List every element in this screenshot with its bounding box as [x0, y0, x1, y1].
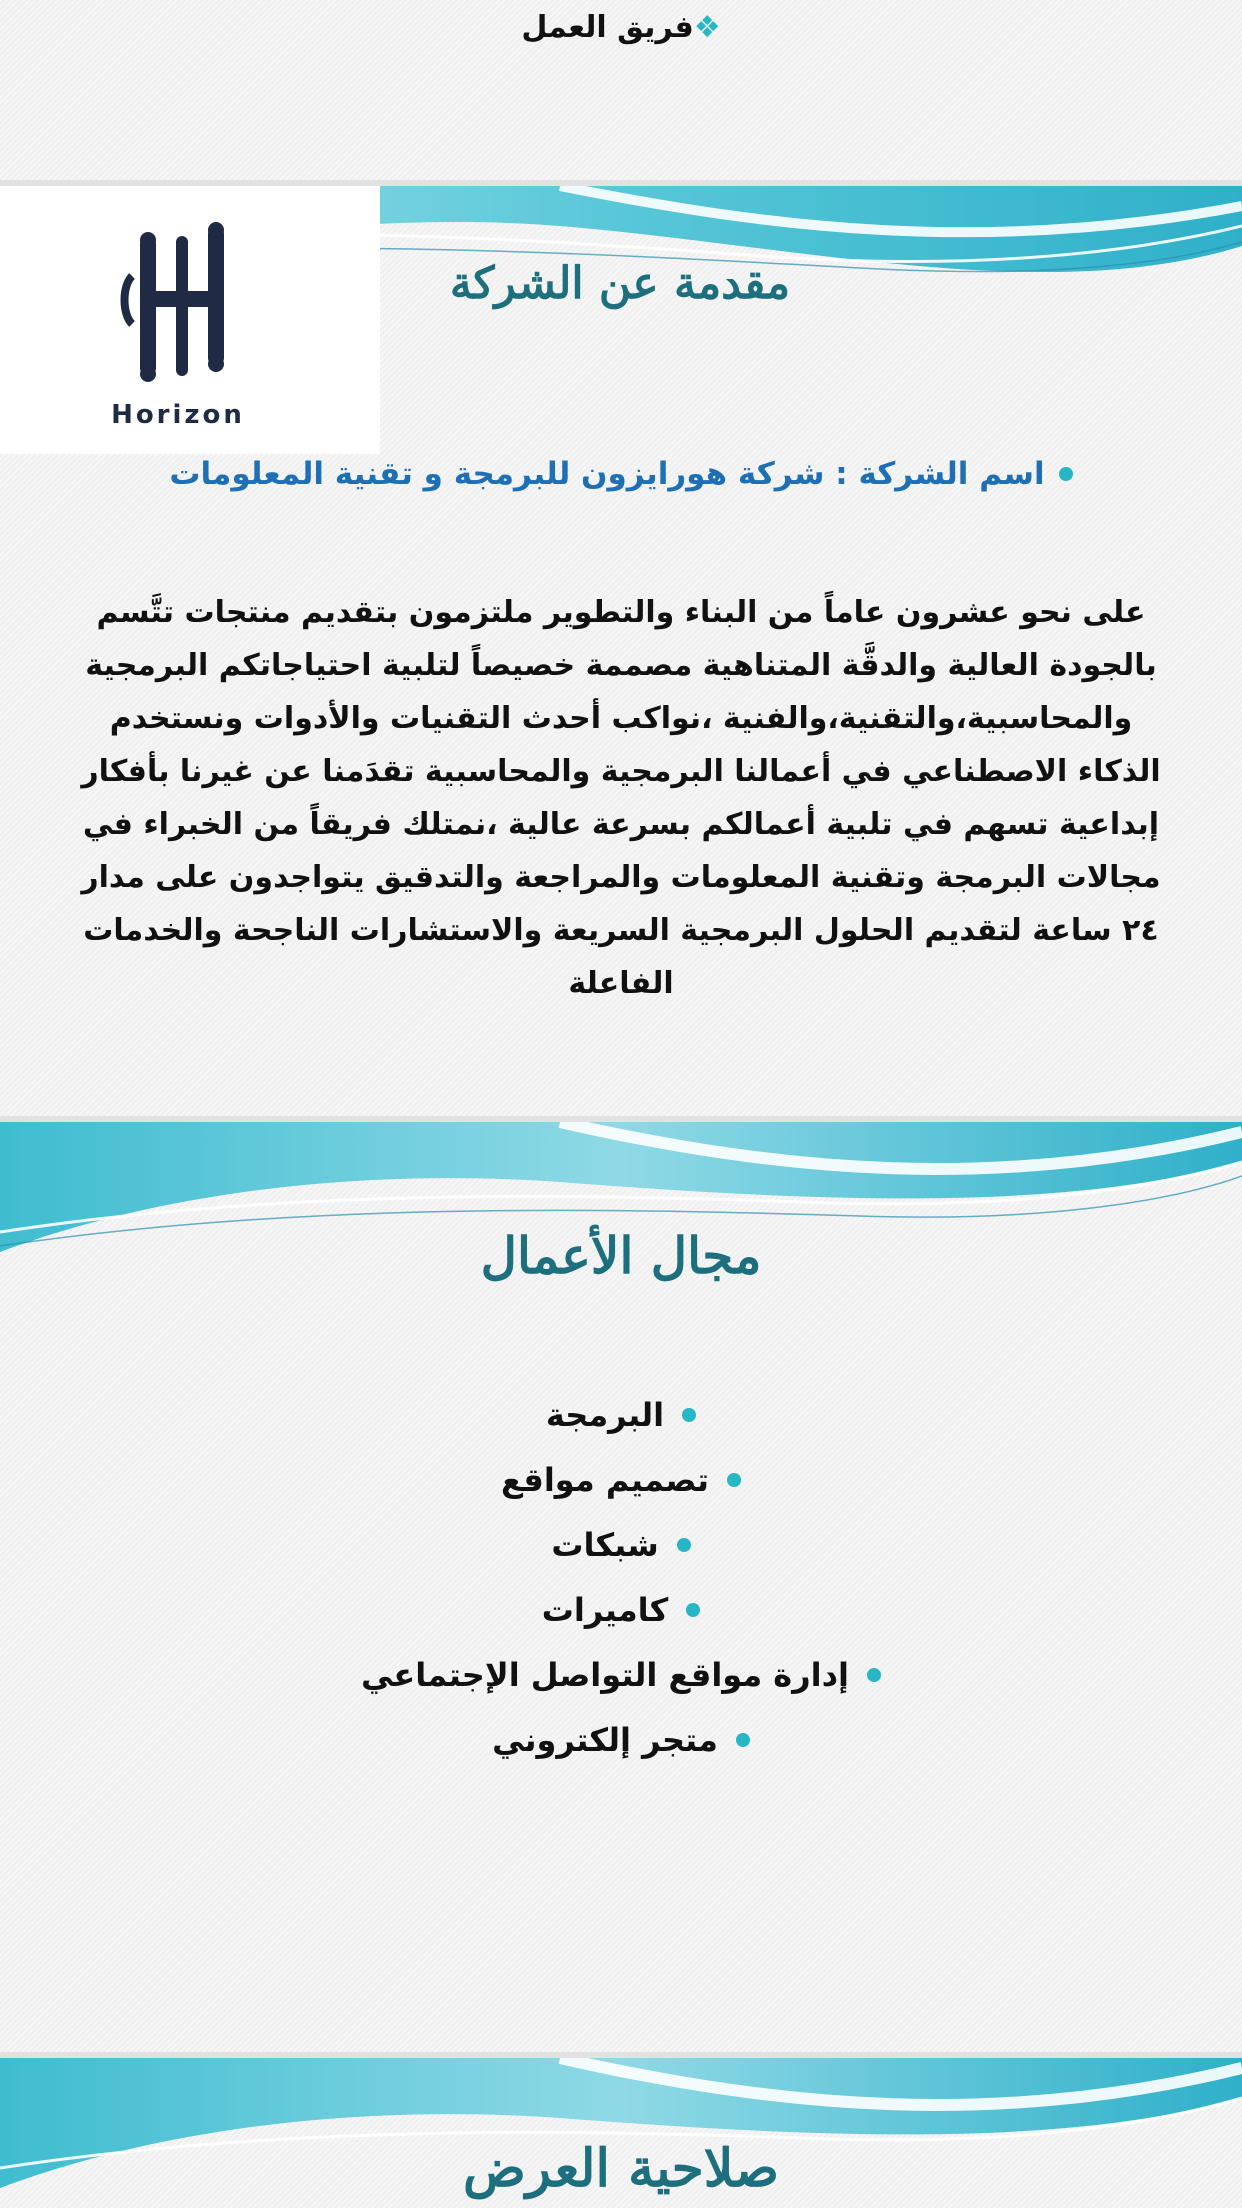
- team-item: [0, 10, 1242, 45]
- company-paragraph: [60, 586, 1182, 1010]
- list-item-label: كاميرات: [541, 1591, 669, 1629]
- list-item-label: متجر إلكتروني: [492, 1721, 718, 1759]
- slide-company-intro: [0, 186, 1242, 1116]
- list-item: [0, 1392, 1242, 1434]
- list-item: [0, 1457, 1242, 1499]
- paragraph-line: والمحاسبية،والتقنية،والفنية ،نواكب أحدث التقنيات والأدوات ونستخدم: [109, 701, 1133, 736]
- list-item-label: تصميم مواقع: [501, 1461, 709, 1499]
- slide-title: مجال الأعمال: [480, 1226, 762, 1285]
- paragraph-line: بالجودة العالية والدقَّة المتناهية مصممة خصيصاً لتلبية احتياجاتكم البرمجية: [85, 648, 1157, 683]
- slide-offer-validity: [0, 2058, 1242, 2208]
- paragraph-line: ٢٤ ساعة لتقديم الحلول البرمجية السريعة والاستشارات الناجحة والخدمات: [83, 913, 1159, 948]
- diamond-bullet-icon: ❖: [693, 10, 721, 45]
- list-item: [0, 1652, 1242, 1694]
- company-logo: [0, 186, 380, 454]
- bullet-dot-icon: [736, 1733, 750, 1747]
- list-item: [0, 1587, 1242, 1629]
- slide-business-scope: [0, 1122, 1242, 2052]
- slide-fragment-top: [0, 0, 1242, 180]
- slide-title: صلاحية العرض: [463, 2138, 779, 2199]
- list-item-label: شبكات: [551, 1526, 659, 1564]
- team-label: فريق العمل: [521, 10, 694, 45]
- list-item: [0, 1717, 1242, 1759]
- cut-text-line: [520, 0, 750, 6]
- paragraph-line: على نحو عشرون عاماً من البناء والتطوير ملتزمون بتقديم منتجات تتَّسم: [96, 595, 1146, 630]
- company-name-item: [0, 456, 1242, 492]
- list-item-label: إدارة مواقع التواصل الإجتماعي: [361, 1656, 849, 1694]
- bullet-dot-icon: [867, 1668, 881, 1682]
- list-item-label: البرمجة: [545, 1396, 665, 1434]
- bullet-dot-icon: [686, 1603, 700, 1617]
- company-name: اسم الشركة : شركة هورايزون للبرمجة و تقنية المعلومات: [169, 456, 1045, 492]
- paragraph-line: الفاعلة: [568, 966, 674, 1001]
- paragraph-line: مجالات البرمجة وتقنية المعلومات والمراجعة والتدقيق يتواجدون على مدار: [81, 860, 1161, 895]
- bullet-dot-icon: [727, 1473, 741, 1487]
- paragraph-line: إبداعية تسهم في تلبية أعمالكم بسرعة عالية ،نمتلك فريقاً من الخبراء في: [82, 807, 1160, 842]
- slide-title: مقدمة عن الشركة: [449, 258, 791, 309]
- bullet-dot-icon: [677, 1538, 691, 1552]
- logo-text: Horizon: [111, 400, 245, 430]
- list-item: [0, 1522, 1242, 1564]
- bullet-dot-icon: [682, 1408, 696, 1422]
- paragraph-line: الذكاء الاصطناعي في أعمالنا البرمجية والمحاسبية تقدَمنا عن غيرنا بأفكار: [81, 754, 1161, 789]
- bullet-dot-icon: [1059, 467, 1073, 481]
